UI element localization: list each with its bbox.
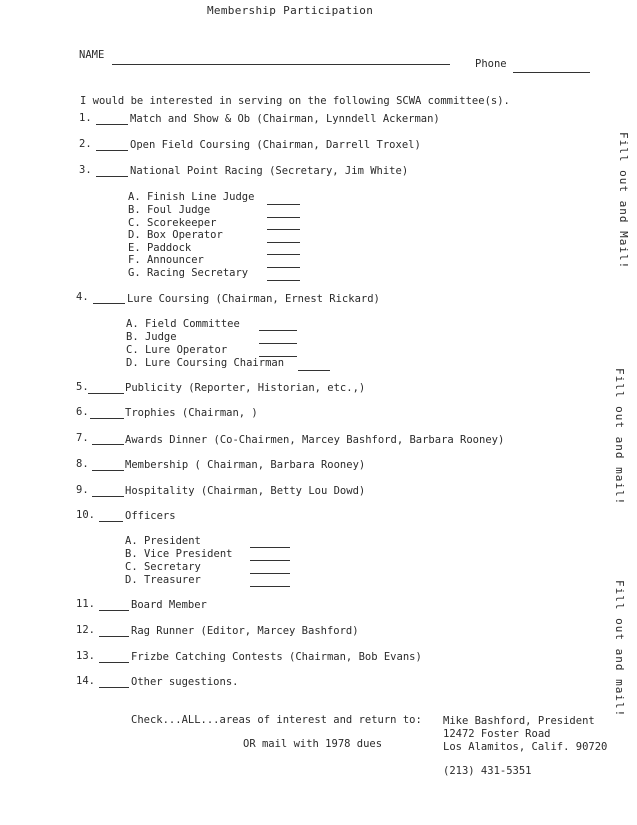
address-city: Los Alamitos, Calif. 90720 [443, 741, 608, 753]
item-4-text: Lure Coursing (Chairman, Ernest Rickard) [127, 293, 380, 305]
lure-sub-a: A. Field Committee [126, 318, 240, 330]
item-8-blank[interactable] [92, 470, 124, 471]
lure-sub-a-blank[interactable] [259, 330, 297, 331]
item-3-blank[interactable] [96, 176, 128, 177]
item-8-text: Membership ( Chairman, Barbara Rooney) [125, 459, 366, 471]
item-2-text: Open Field Coursing (Chairman, Darrell Troxel) [130, 139, 421, 151]
item-7-text: Awards Dinner (Co-Chairmen, Marcey Bashford, Barbara Rooney) [125, 434, 505, 446]
item-1-blank[interactable] [96, 124, 128, 125]
item-7-number: 7. [76, 432, 89, 444]
item-11-number: 11. [76, 598, 95, 610]
item-11-blank[interactable] [99, 610, 129, 611]
mail-instructions: OR mail with 1978 dues [243, 738, 383, 750]
item-14-blank[interactable] [99, 687, 129, 688]
item-5-number: 5. [76, 381, 89, 393]
item-13-number: 13. [76, 650, 95, 662]
item-6-text: Trophies (Chairman, ) [125, 407, 258, 419]
address-name: Mike Bashford, President [443, 715, 595, 727]
lure-sub-d: D. Lure Coursing Chairman [126, 357, 285, 369]
officer-sub-d: D. Treasurer [125, 574, 201, 586]
racing-sub-e-blank[interactable] [267, 254, 300, 255]
item-9-blank[interactable] [92, 496, 124, 497]
racing-sub-a: A. Finish Line Judge [128, 191, 255, 203]
racing-sub-c: C. Scorekeeper [128, 217, 217, 229]
racing-sub-d: D. Box Operator [128, 229, 223, 241]
name-label: NAME [79, 49, 105, 61]
side-note-3: Fill out and mail! [613, 580, 626, 718]
item-1-text: Match and Show & Ob (Chairman, Lynndell Ackerman) [130, 113, 440, 125]
item-7-blank[interactable] [92, 444, 124, 445]
intro-text: I would be interested in serving on the following SCWA committee(s). [80, 95, 510, 107]
item-5-text: Publicity (Reporter, Historian, etc.,) [125, 382, 366, 394]
item-9-text: Hospitality (Chairman, Betty Lou Dowd) [125, 485, 366, 497]
phone-label: Phone [475, 58, 507, 70]
officer-sub-c: C. Secretary [125, 561, 201, 573]
item-13-blank[interactable] [99, 662, 129, 663]
lure-sub-d-blank[interactable] [298, 370, 330, 371]
item-11-text: Board Member [131, 599, 207, 611]
racing-sub-c-blank[interactable] [267, 229, 300, 230]
item-8-number: 8. [76, 458, 89, 470]
side-note-2: Fill out and mail! [613, 368, 626, 506]
racing-sub-f: F. Announcer [128, 254, 204, 266]
page-title: Membership Participation [207, 4, 374, 17]
item-2-blank[interactable] [96, 150, 128, 151]
officer-sub-c-blank[interactable] [250, 573, 290, 574]
item-10-blank[interactable] [99, 521, 123, 522]
item-4-number: 4. [76, 291, 89, 303]
item-6-blank[interactable] [90, 418, 124, 419]
lure-sub-b: B. Judge [126, 331, 177, 343]
item-14-text: Other sugestions. [131, 676, 239, 688]
racing-sub-g-blank[interactable] [267, 280, 300, 281]
item-13-text: Frizbe Catching Contests (Chairman, Bob Evans) [131, 651, 422, 663]
officer-sub-d-blank[interactable] [250, 586, 290, 587]
racing-sub-e: E. Paddock [128, 242, 192, 254]
contact-phone: (213) 431-5351 [443, 765, 532, 777]
racing-sub-a-blank[interactable] [267, 204, 300, 205]
item-12-number: 12. [76, 624, 95, 636]
item-10-number: 10. [76, 509, 95, 521]
racing-sub-d-blank[interactable] [267, 242, 300, 243]
item-10-text: Officers [125, 510, 176, 522]
officer-sub-a: A. President [125, 535, 201, 547]
item-6-number: 6. [76, 406, 89, 418]
item-12-text: Rag Runner (Editor, Marcey Bashford) [131, 625, 359, 637]
item-5-blank[interactable] [88, 393, 124, 394]
item-1-number: 1. [79, 112, 92, 124]
racing-sub-g: G. Racing Secretary [128, 267, 249, 279]
address-street: 12472 Foster Road [443, 728, 551, 740]
item-3-text: National Point Racing (Secretary, Jim White) [130, 165, 409, 177]
officer-sub-b-blank[interactable] [250, 560, 290, 561]
item-12-blank[interactable] [99, 636, 129, 637]
racing-sub-b: B. Foul Judge [128, 204, 211, 216]
check-instructions: Check...ALL...areas of interest and return to: [131, 714, 422, 726]
item-3-number: 3. [79, 164, 92, 176]
name-field[interactable] [112, 64, 450, 65]
racing-sub-b-blank[interactable] [267, 217, 300, 218]
officer-sub-a-blank[interactable] [250, 547, 290, 548]
item-4-blank[interactable] [93, 303, 125, 304]
item-9-number: 9. [76, 484, 89, 496]
phone-field[interactable] [513, 72, 590, 73]
racing-sub-f-blank[interactable] [267, 267, 300, 268]
side-note-1: Fill out and Mail! [617, 132, 630, 270]
lure-sub-c: C. Lure Operator [126, 344, 228, 356]
lure-sub-b-blank[interactable] [259, 343, 297, 344]
item-2-number: 2. [79, 138, 92, 150]
officer-sub-b: B. Vice President [125, 548, 233, 560]
item-14-number: 14. [76, 675, 95, 687]
